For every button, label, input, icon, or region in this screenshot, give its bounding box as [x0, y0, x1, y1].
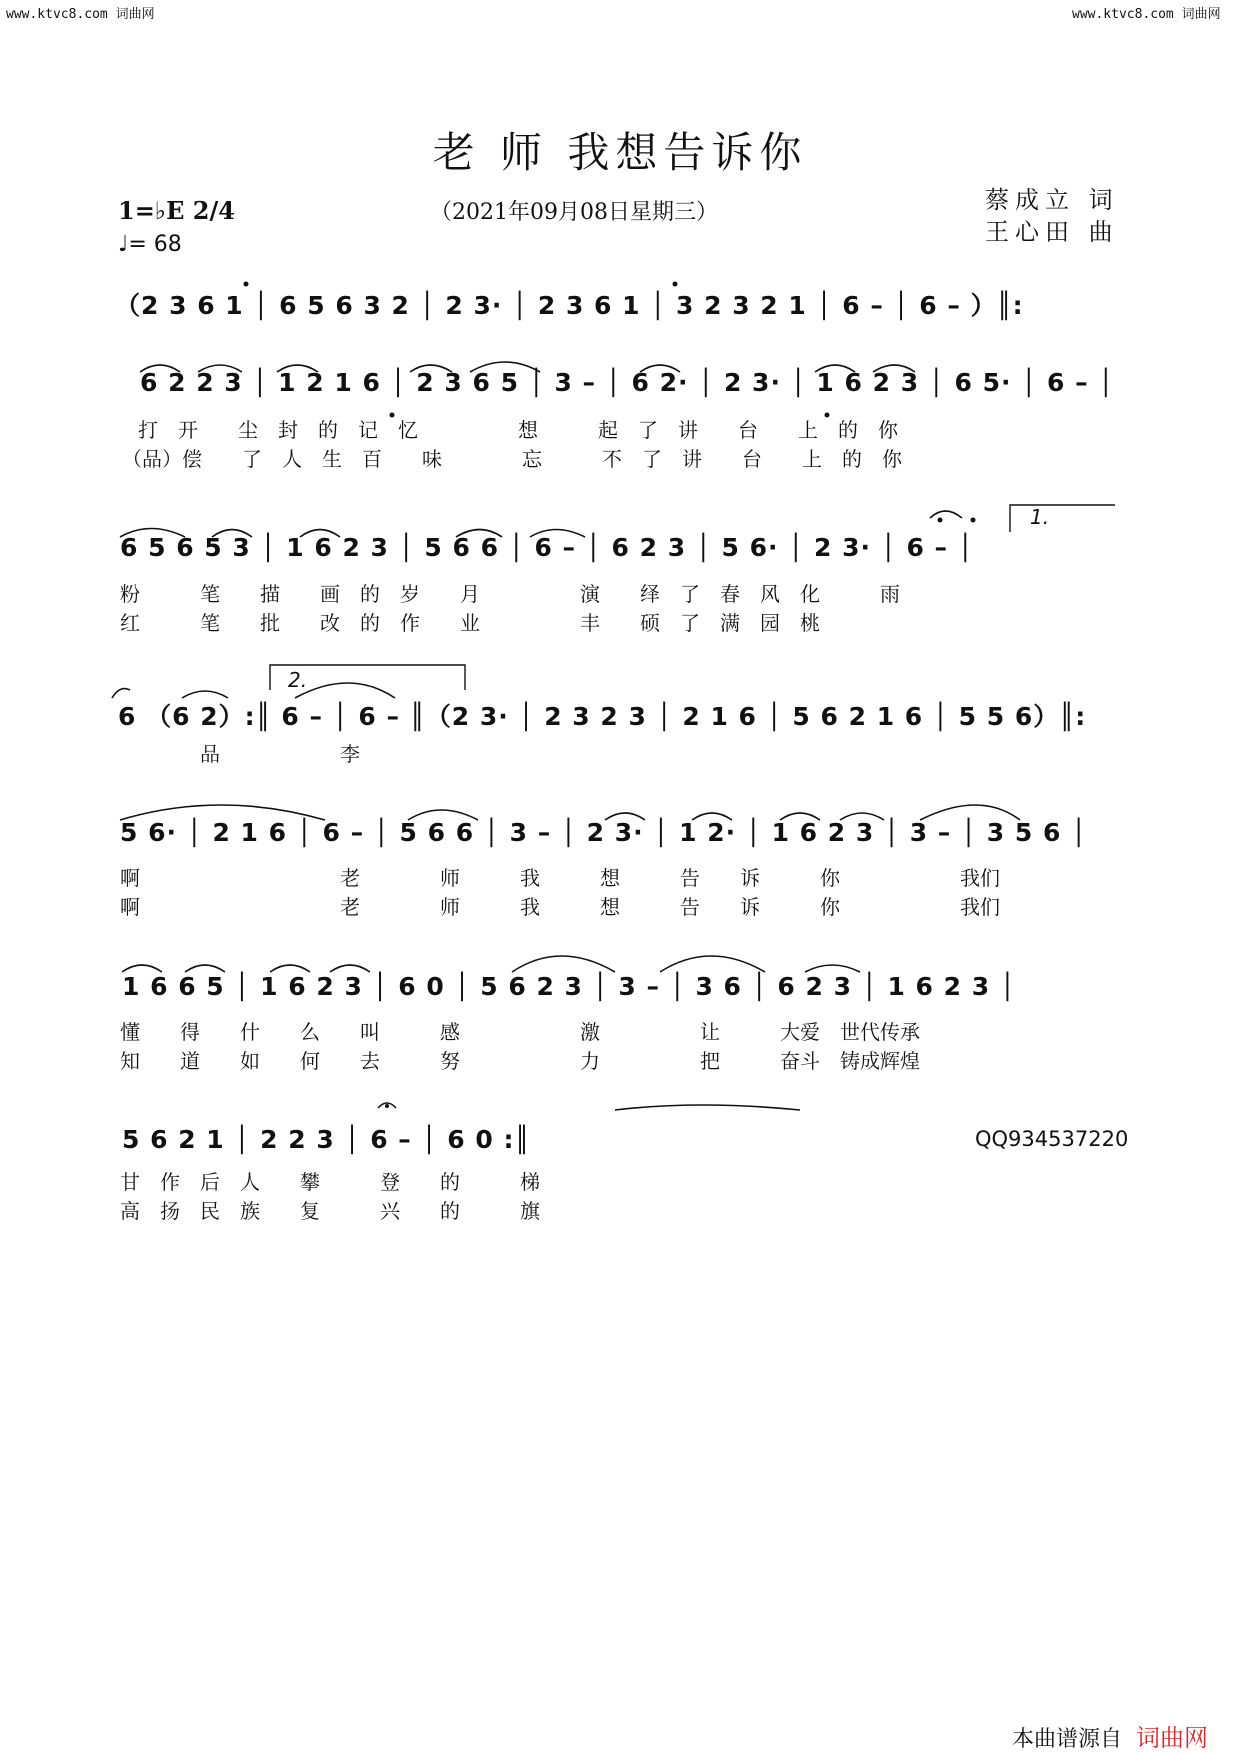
lyricist: 蔡成立 词 — [985, 186, 1119, 214]
notation-line-7: 5 6 2 1 │ 2 2 3 │ 6 – │ 6 0 :║ — [122, 1125, 531, 1154]
lyrics-line-5a: 啊 老 师 我 想 告 诉 你 我们 — [120, 866, 1000, 890]
header-left: www.ktvc8.com 词曲网 — [6, 7, 155, 22]
lyrics-line-7a: 甘 作 后 人 攀 登 的 梯 — [120, 1170, 540, 1194]
notation-line-4: 6 （6 2）:║ 6 – │ 6 – ║（2 3· │ 2 3 2 3 │ 2 1 6 │ 5 6 2 1 6 │ 5 5 6）║: — [118, 702, 1087, 731]
lyrics-line-5b: 啊 老 师 我 想 告 诉 你 我们 — [120, 895, 1000, 919]
lyrics-line-6a: 懂 得 什 么 叫 感 激 让 大爱 世代传承 — [120, 1020, 920, 1044]
notation-line-6: 1 6 6 5 │ 1 6 2 3 │ 6 0 │ 5 6 2 3 │ 3 – │ 3 6 │ 6 2 3 │ 1 6 2 3 │ — [122, 972, 1016, 1001]
lyrics-line-3b: 红 笔 批 改 的 作 业 丰 硕 了 满 园 桃 — [120, 611, 820, 635]
tempo-marking: ♩= 68 — [118, 232, 182, 257]
lyrics-line-6b: 知 道 如 何 去 努 力 把 奋斗 铸成辉煌 — [120, 1049, 920, 1073]
qq-tag: QQ934537220 — [975, 1127, 1129, 1151]
notation-line-3: 6 5 6 5 3 │ 1 6 2 3 │ 5 6 6 │ 6 – │ 6 2 3 │ 5 6· │ 2 3· │ 6 – │ — [120, 533, 974, 562]
footer-brand[interactable]: 词曲网 — [1136, 1724, 1209, 1752]
page-title: 老 师 我想告诉你 — [432, 128, 808, 177]
composer: 王心田 曲 — [985, 218, 1119, 246]
notation-line-2: 6 2 2 3 │ 1 2 1 6 │ 2 3 6 5 │ 3 – │ 6 2· │ 2 3· │ 1 6 2 3 │ 6 5· │ 6 – │ — [140, 368, 1115, 397]
header-right: www.ktvc8.com 词曲网 — [1072, 7, 1221, 22]
date-line: （2021年09月08日星期三） — [430, 200, 718, 225]
key-signature: 1=♭E 2/4 — [118, 196, 235, 225]
lyrics-line-2b: （品）偿 了 人 生 百 味 忘 不 了 讲 台 上 的 你 — [122, 447, 902, 471]
lyrics-line-3a: 粉 笔 描 画 的 岁 月 演 绎 了 春 风 化 雨 — [120, 582, 900, 606]
footer — [1012, 1718, 1208, 1753]
lyrics-line-7b: 高 扬 民 族 复 兴 的 旗 — [120, 1199, 540, 1223]
lyrics-line-2a: 打 开 尘 封 的 记 忆 想 起 了 讲 台 上 的 你 — [138, 418, 898, 442]
lyrics-line-4: 品 李 — [120, 742, 360, 766]
volta-1: 1. — [1030, 505, 1050, 529]
notation-line-1: （2 3 6 1 │ 6 5 6 3 2 │ 2 3· │ 2 3 6 1 │ 3 2 3 2 1 │ 6 – │ 6 – ）║: — [115, 291, 1024, 320]
footer-label: 本曲谱源自 — [1012, 1727, 1123, 1752]
volta-2: 2. — [288, 668, 308, 692]
notation-line-5: 5 6· │ 2 1 6 │ 6 – │ 5 6 6 │ 3 – │ 2 3· │ 1 2· │ 1 6 2 3 │ 3 – │ 3 5 6 │ — [120, 818, 1088, 847]
